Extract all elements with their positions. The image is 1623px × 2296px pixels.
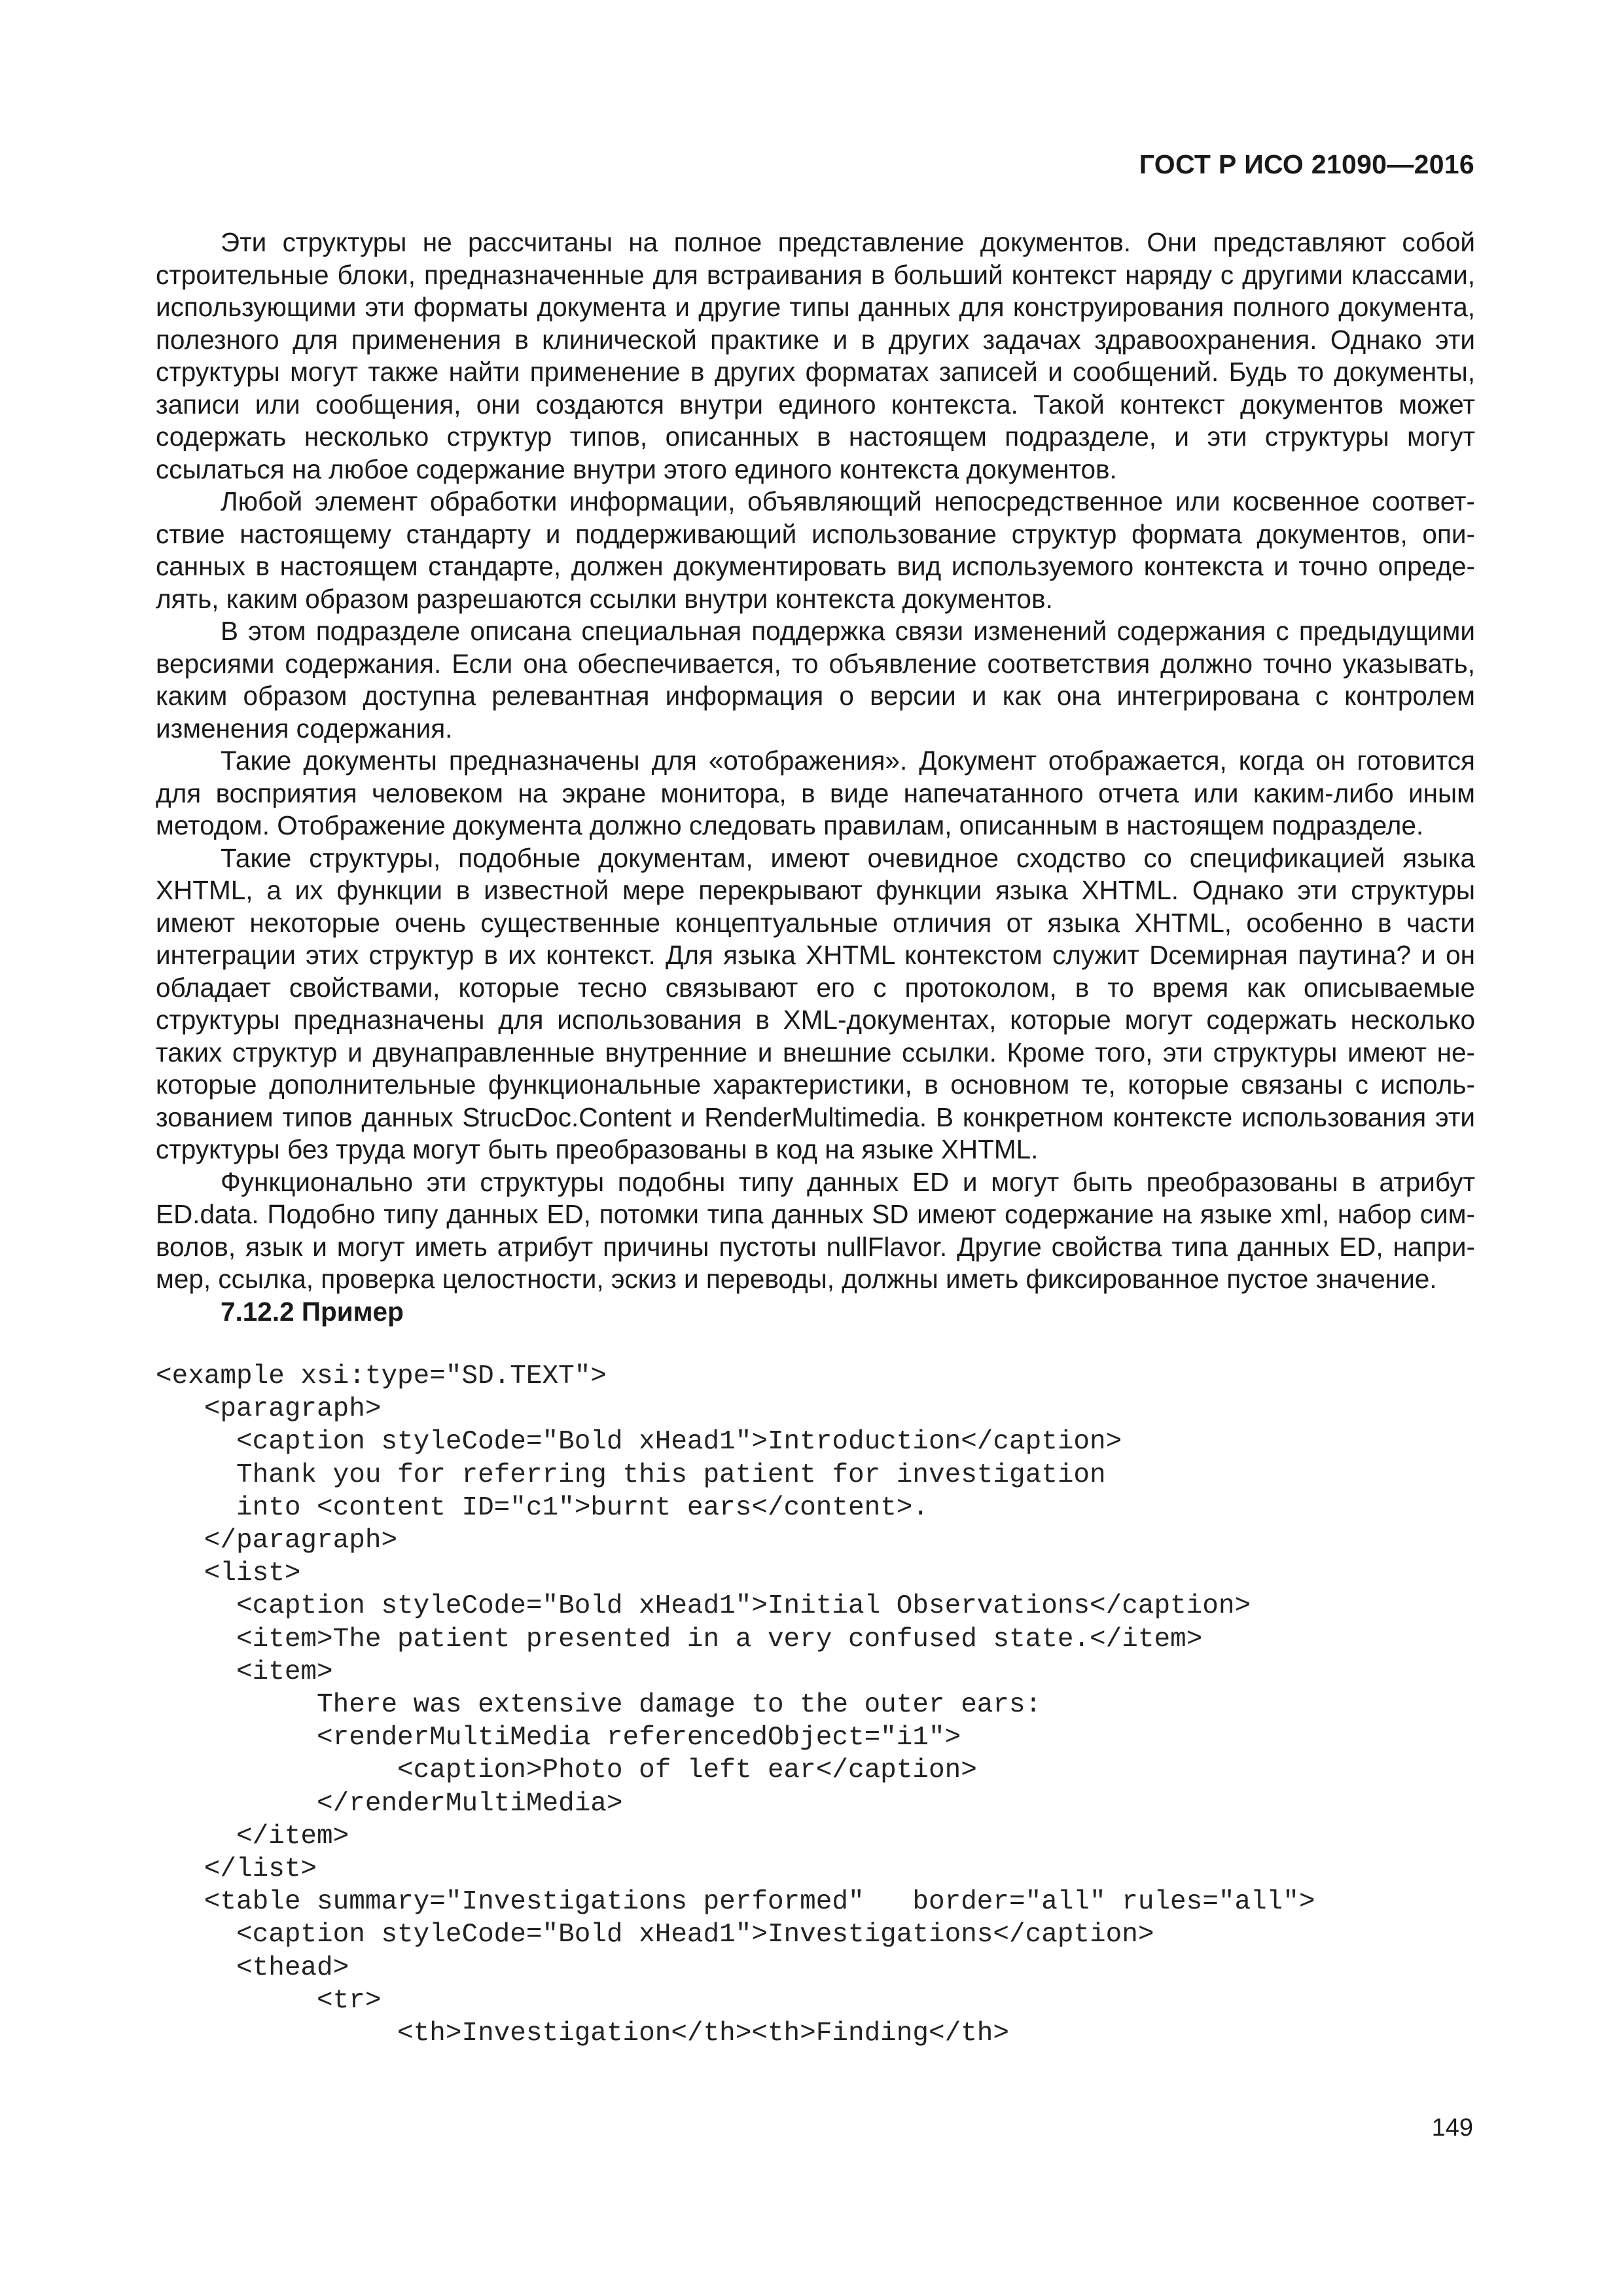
paragraph-3: В этом подразделе описана специальная поддержка связи изменений содержания с предыдущими версиями содержания. Если она обеспечивается, то объявление соответствия должно точно указывать, каким образом доступна релевантная информация о версии и как она интегрирована с контролем изменения содержания. xyxy=(156,616,1475,744)
paragraph-2: Любой элемент обработки информации, объявляющий непосредственное или косвенное соответствие настоящему стандарту и поддерживающий использование структур формата документов, описанных в настоящем стандарте, должен документировать вид используемого контекста и точно определять, каким образом разрешаются ссылки внутри контекста документов. xyxy=(156,486,1475,614)
section-heading: 7.12.2 Пример xyxy=(221,1296,404,1327)
code-example: <example xsi:type="SD.TEXT"> <paragraph> <caption styleCode="Bold xHead1">Introduction</caption> Thank you for referring this patient for investigation into <content ID="c1">burnt ears</content>. </paragraph> <list> <caption styleCode="Bold xHead1">Initial Observations</caption> <item>The patient presented in a very confused state.</item> <item> There was extensive damage to the outer ears: <renderMultiMedia referencedObject="i1"> <caption>Photo of left ear</caption> </renderMultiMedia> </item> </list> <table summary="Investigations performed" border="all" rules="all"> <caption styleCode="Bold xHead1">Investigations</caption> <thead> <tr> <th>Investigation</th><th>Finding</th> xyxy=(156,1361,1315,2049)
page-number: 149 xyxy=(1431,2114,1473,2142)
document-header: ГОСТ Р ИСО 21090—2016 xyxy=(1139,149,1474,179)
paragraph-6: Функционально эти структуры подобны типу данных ED и могут быть преобразованы в атрибут ED.data. Подобно типу данных ED, потомки типа данных SD имеют содержание на языке xml, набор символов, язык и могут иметь атрибут причины пустоты nullFlavor. Другие свойства типа данных ED, например, ссылка, проверка целостности, эскиз и переводы, должны иметь фиксированное пустое значение. xyxy=(156,1166,1475,1294)
paragraph-5: Такие структуры, подобные документам, имеют очевидное сходство со спецификацией языка XHTML, а их функции в известной мере перекрывают функции языка XHTML. Однако эти структуры имеют некоторые очень существенные концептуальные отличия от языка XHTML, особенно в части интеграции этих структур в их контекст. Для языка XHTML контекстом служит Dсемирная паутина? и он обладает свойствами, которые тесно связывают его с протоколом, в то время как описываемые структуры предназначены для использования в XML-документах, которые могут содержать несколько таких структур и двунаправленные внутренние и внешние ссылки. Кроме того, эти структуры имеют некоторые дополнительные функциональные характеристики, в основном те, которые связаны с использованием типов данных StrucDoc.Content и RenderMultimedia. В конкретном контексте использования эти структуры без труда могут быть преобразованы в код на языке XHTML. xyxy=(156,842,1475,1164)
paragraph-1: Эти структуры не рассчитаны на полное представление документов. Они представляют собой строительные блоки, предназначенные для встраивания в больший контекст наряду с другими классами, использующими эти форматы документа и другие типы данных для конструирования полного документа, полезного для применения в клинической практике и в других задачах здравоохранения. Однако эти структуры могут также найти применение в других форматах записей и сообщений. Будь то документы, записи или сообщения, они создаются внутри единого контекста. Такой контекст документов может содержать несколько структур типов, описанных в настоящем подразделе, и эти структуры могут ссылаться на любое содержание внутри этого единого контекста документов. xyxy=(156,227,1475,484)
body-text xyxy=(156,226,1475,1328)
paragraph-4: Такие документы предназначены для «отображения». Документ отображается, когда он готовится для восприятия человеком на экране монитора, в виде напечатанного отчета или каким-либо иным методом. Отображение документа должно следовать правилам, описанным в настоящем подразделе. xyxy=(156,745,1475,840)
